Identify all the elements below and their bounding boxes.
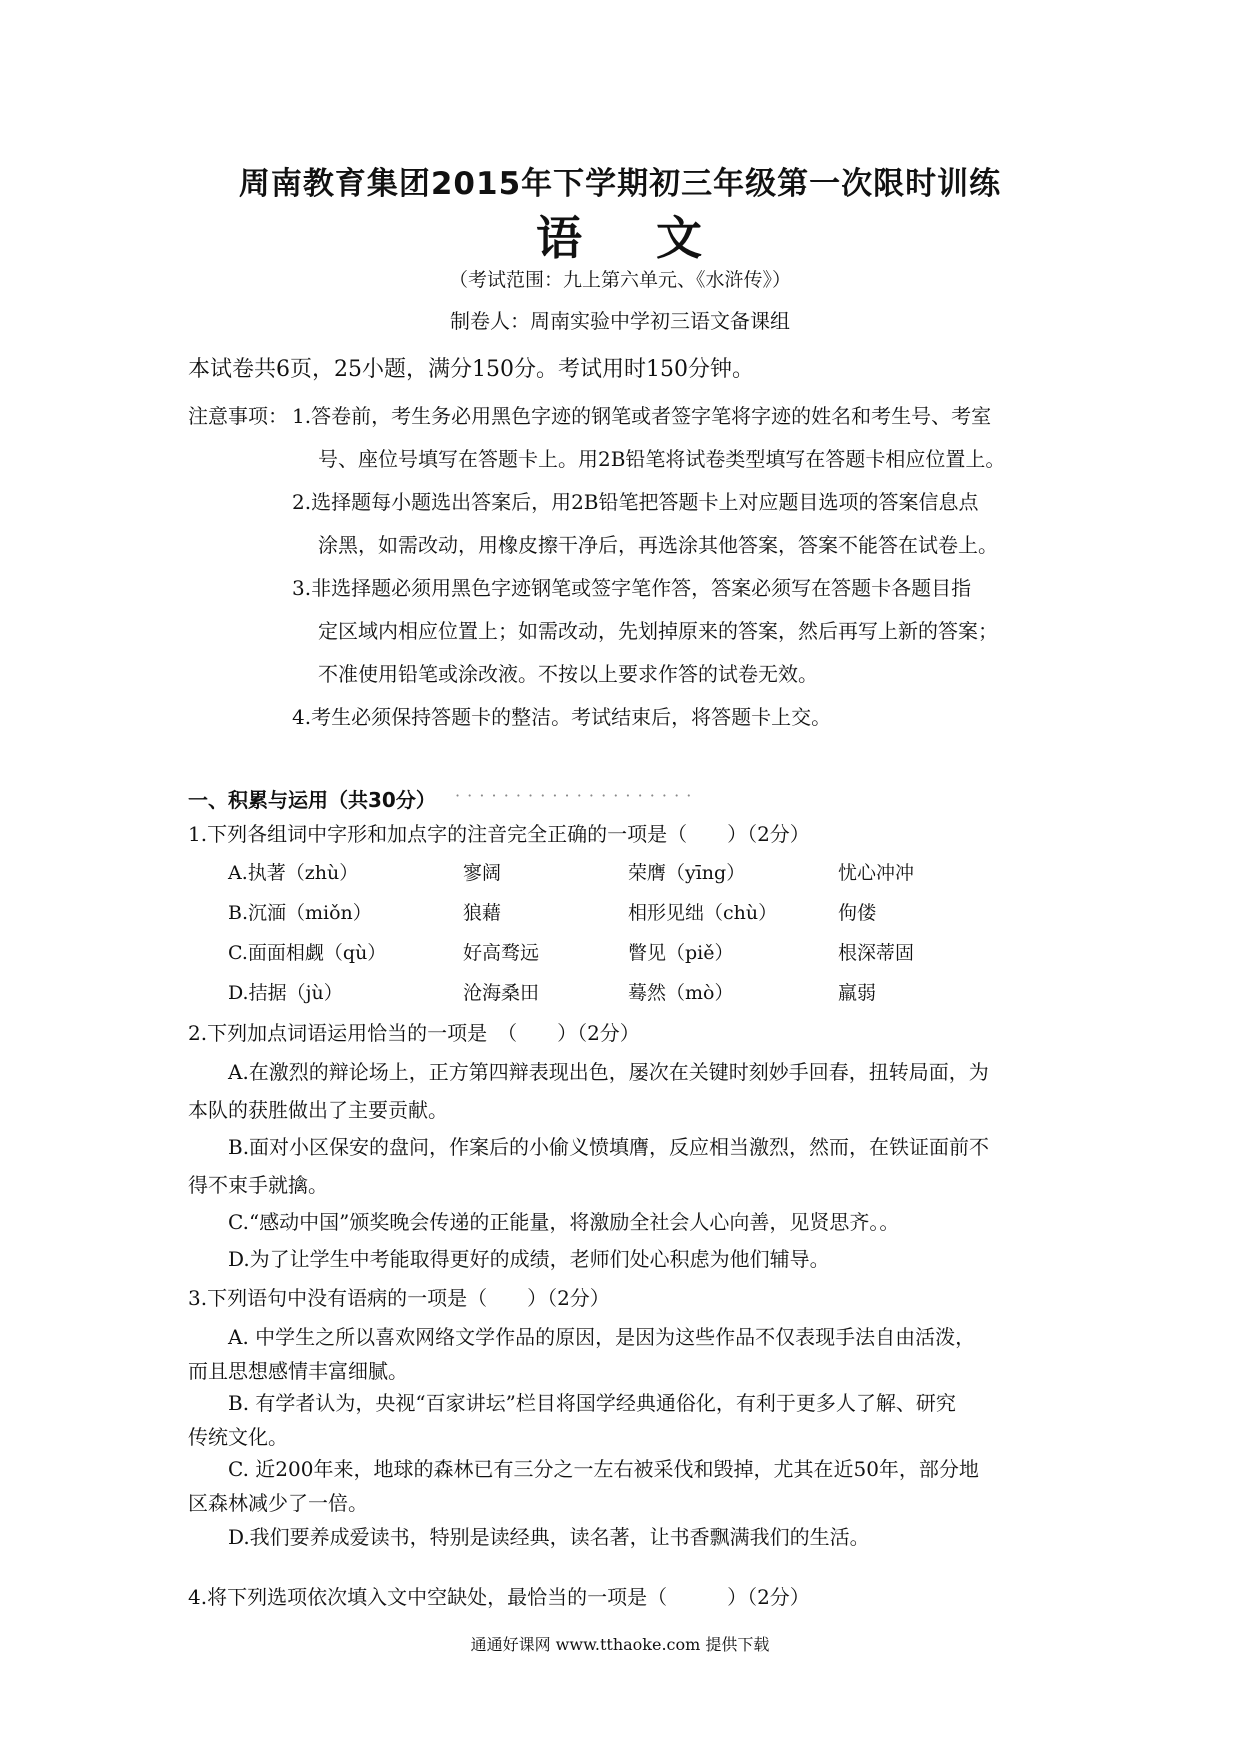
question-2-stem: 2.下列加点词语运用恰当的一项是 （ ）（2分） [188,1021,640,1045]
notice-line: 涂黑，如需改动，用橡皮擦干净后，再选涂其他答案，答案不能答在试卷上。 [318,533,998,557]
notice-label: 注意事项： [188,404,288,428]
subject-char-2: 文 [656,211,704,265]
page-footer: 通通好课网 www.tthaoke.com 提供下载 [470,1635,770,1654]
notice-line: 1.答卷前，考生务必用黑色字迹的钢笔或者签字笔将字迹的姓名和考生号、考室 [292,404,992,428]
notice-line: 定区域内相应位置上；如需改动，先划掉原来的答案，然后再写上新的答案； [318,619,998,643]
subject-char-1: 语 [536,211,584,265]
q1-option-d-word-1: D.拮据（jù） [228,982,343,1004]
q3-option-d: D.我们要养成爱读书，特别是读经典，读名著，让书香飘满我们的生活。 [228,1525,870,1549]
q1-option-c-word-1: C.面面相觑（qù） [228,942,387,964]
q2-option-a-cont: 本队的获胜做出了主要贡献。 [188,1098,448,1122]
q1-option-c-word-4: 根深蒂固 [838,942,915,964]
q2-option-b: B.面对小区保安的盘问，作案后的小偷义愤填膺，反应相当激烈，然而，在铁证面前不 [228,1135,990,1159]
q3-option-c: C. 近200年来，地球的森林已有三分之一左右被采伐和毁掉，尤其在近50年，部分地 [228,1457,979,1481]
notice-line: 3.非选择题必须用黑色字迹钢笔或签字笔作答，答案必须写在答题卡各题目指 [292,576,972,600]
q1-option-b-word-4: 佝偻 [838,902,877,924]
question-1-stem: 1.下列各组词中字形和加点字的注音完全正确的一项是（ ）（2分） [188,822,810,846]
q3-option-a-cont: 而且思想感情丰富细腻。 [188,1359,408,1383]
section-heading: 一、积累与运用（共30分） [188,788,436,812]
q1-option-d-word-3: 蓦然（mò） [628,982,734,1004]
q2-option-c: C.“感动中国”颁奖晚会传递的正能量，将激励全社会人心向善，见贤思齐。。 [228,1210,900,1234]
q2-option-a: A.在激烈的辩论场上，正方第四辩表现出色，屡次在关键时刻妙手回春，扭转局面，为 [228,1060,989,1084]
paper-maker: 制卷人：周南实验中学初三语文备课组 [450,309,790,333]
q1-option-c-word-2: 好高骛远 [463,942,540,964]
notice-line: 2.选择题每小题选出答案后，用2B铅笔把答题卡上对应题目选项的答案信息点 [292,490,979,514]
subject-heading [0,202,1240,268]
question-4-stem: 4.将下列选项依次填入文中空缺处，最恰当的一项是（ ）（2分） [188,1585,810,1609]
q3-option-c-cont: 区森林减少了一倍。 [188,1491,368,1515]
q1-option-d-word-2: 沧海桑田 [463,982,540,1004]
q2-option-d: D.为了让学生中考能取得更好的成绩，老师们处心积虑为他们辅导。 [228,1247,830,1271]
notice-line: 号、座位号填写在答题卡上。用2B铅笔将试卷类型填写在答题卡相应位置上。 [318,447,1006,471]
q3-option-a: A. 中学生之所以喜欢网络文学作品的原因，是因为这些作品不仅表现手法自由活泼， [228,1325,976,1349]
q1-option-a-word-2: 寥阔 [463,862,502,884]
q1-option-b-word-2: 狼藉 [463,902,502,924]
section-dots: · · · · · · · · · · · · · · · · · · · · [455,786,693,805]
q1-option-a-word-4: 忧心冲冲 [838,862,915,884]
q3-option-b-cont: 传统文化。 [188,1425,288,1449]
q1-option-d-word-4: 羸弱 [838,982,877,1004]
q3-option-b: B. 有学者认为，央视“百家讲坛”栏目将国学经典通俗化，有利于更多人了解、研究 [228,1391,956,1415]
exam-title: 周南教育集团2015年下学期初三年级第一次限时训练 [238,166,1002,202]
q1-option-b-word-3: 相形见绌（chù） [628,902,778,924]
exam-summary: 本试卷共6页，25小题，满分150分。考试用时150分钟。 [188,357,754,382]
q1-option-a-word-1: A.执著（zhù） [228,862,359,884]
exam-scope: （考试范围：九上第六单元、《水浒传》） [448,269,791,291]
q1-option-b-word-1: B.沉湎（miǒn） [228,902,372,924]
notice-line: 不准使用铅笔或涂改液。不按以上要求作答的试卷无效。 [318,662,818,686]
notice-line: 4.考生必须保持答题卡的整洁。考试结束后，将答题卡上交。 [292,705,832,729]
question-3-stem: 3.下列语句中没有语病的一项是（ ）（2分） [188,1286,610,1310]
q2-option-b-cont: 得不束手就擒。 [188,1173,328,1197]
q1-option-a-word-3: 荣膺（yīng） [628,862,746,884]
q1-option-c-word-3: 瞥见（piě） [628,942,734,964]
